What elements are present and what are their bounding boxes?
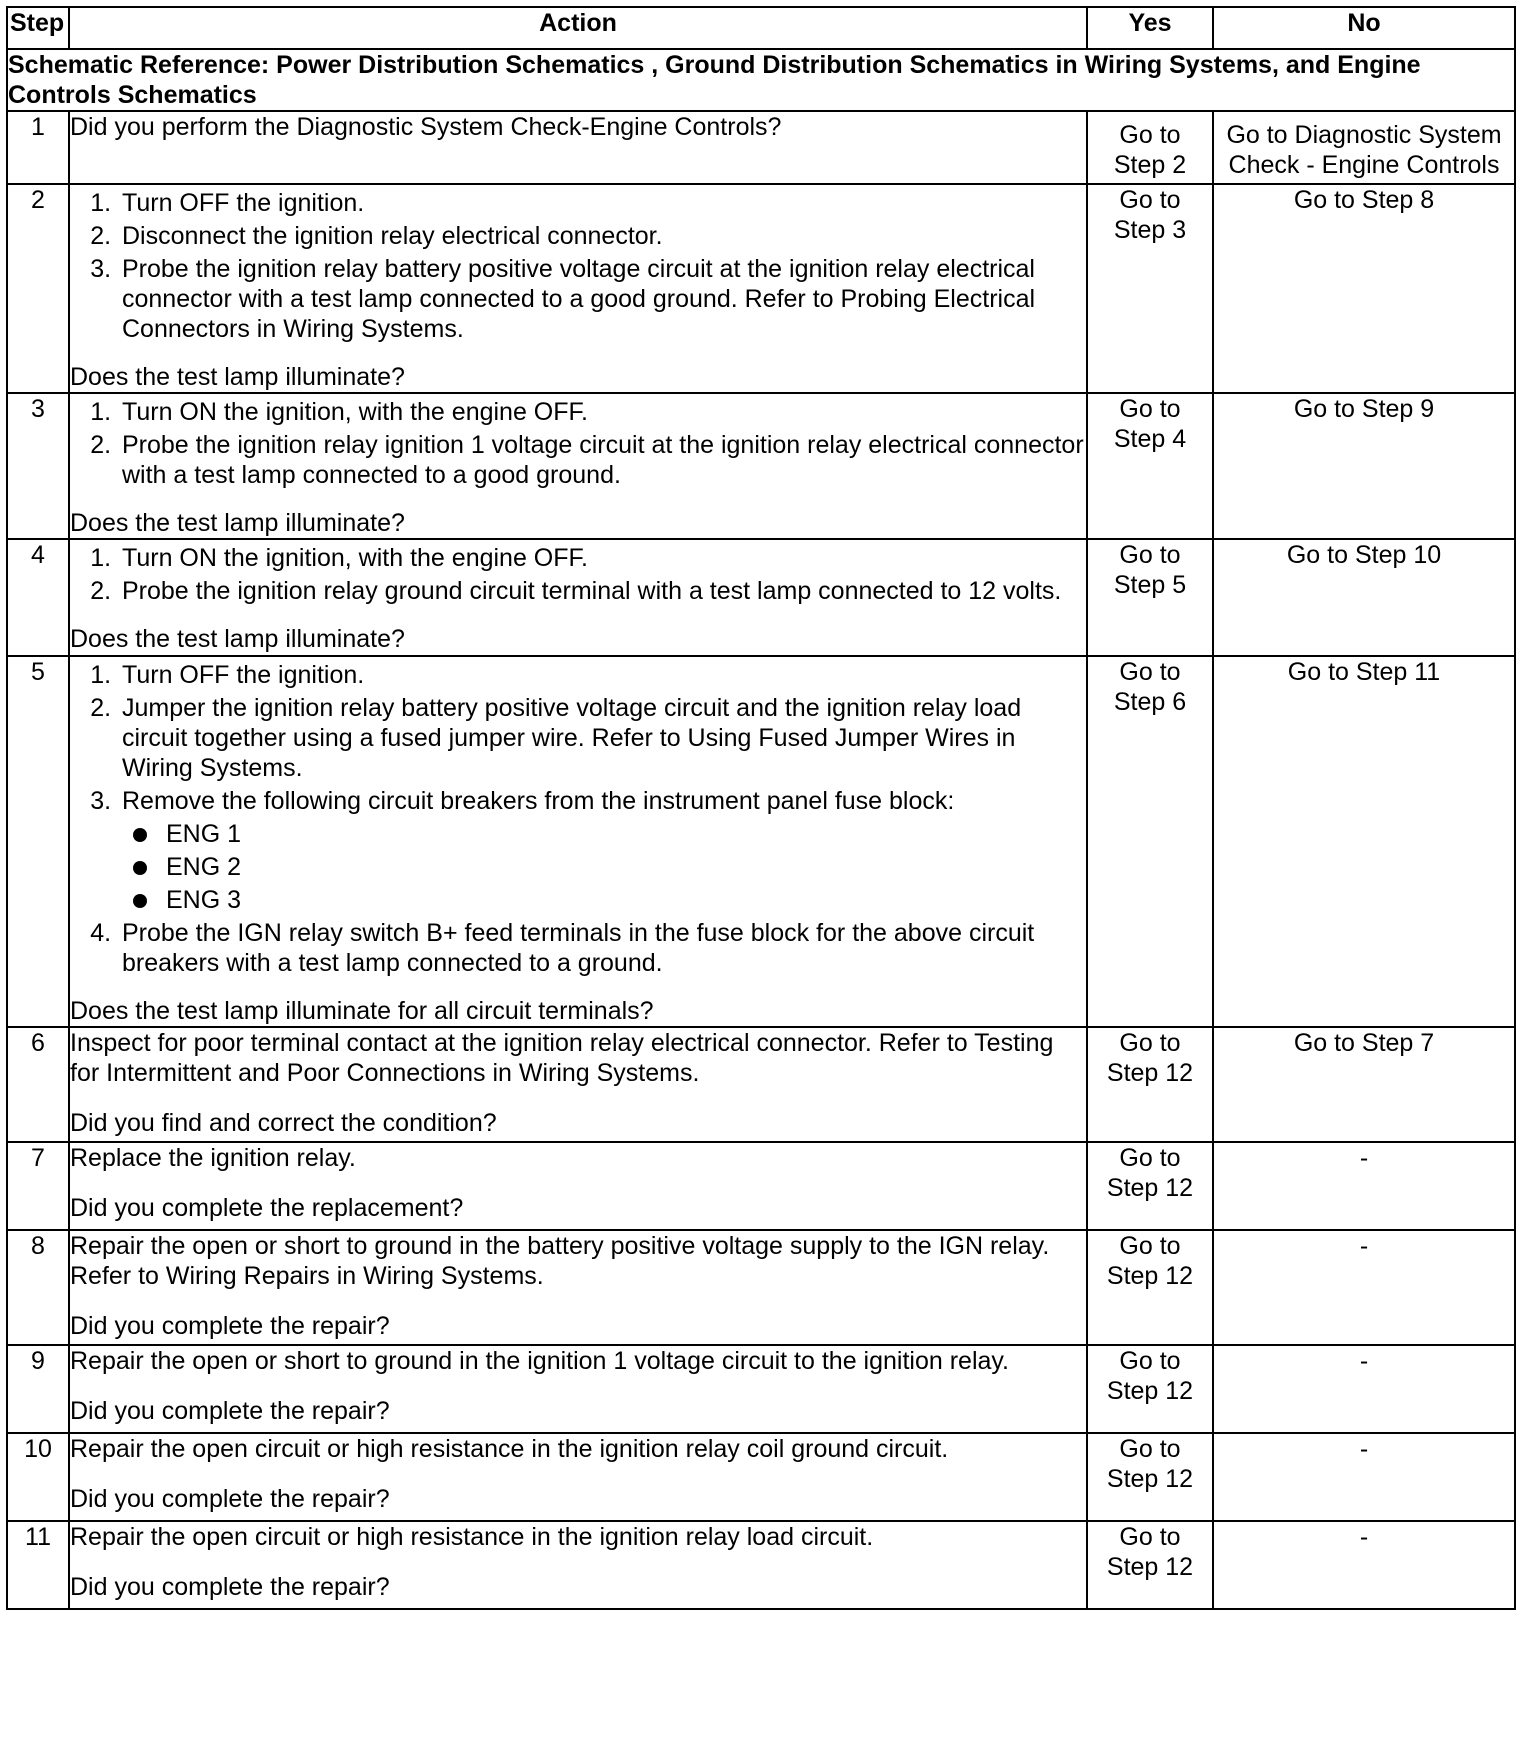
no-value: - (1359, 1232, 1369, 1260)
no-link[interactable]: Go to Step 8 (1293, 186, 1435, 214)
instruction-item: 2. Probe the ignition relay ground circuit terminal with a test lamp connected to 12 volts. (118, 576, 1086, 606)
table-row (7, 1345, 1515, 1433)
yes-cell (1087, 1027, 1213, 1142)
table-row (7, 1433, 1515, 1521)
schematic-reference-row (7, 49, 1515, 111)
yes-cell (1087, 1433, 1213, 1521)
no-cell (1213, 393, 1515, 539)
action-cell (69, 1142, 1087, 1230)
no-cell (1213, 1027, 1515, 1142)
question-text: Did you complete the repair? (70, 1485, 390, 1513)
no-cell (1213, 1433, 1515, 1521)
bullet-icon (133, 861, 147, 875)
instruction-item: 1. Turn OFF the ignition. (118, 660, 1086, 690)
question-text: Did you find and correct the condition? (70, 1109, 497, 1137)
bullet-icon (133, 894, 147, 908)
yes-cell (1087, 1521, 1213, 1609)
step-number: 4 (7, 539, 69, 656)
question-text: Did you complete the repair? (70, 1397, 390, 1425)
yes-link[interactable]: Go to Step 4 (1113, 395, 1187, 453)
step-number: 10 (7, 1433, 69, 1521)
step-number: 1 (7, 111, 69, 184)
diagnostic-table (6, 6, 1516, 1610)
question-text: Does the test lamp illuminate? (70, 509, 405, 537)
instruction-text: Remove the following circuit breakers from the instrument panel fuse block: (122, 787, 955, 815)
action-text: Repair the open circuit or high resistance in the ignition relay coil ground circuit. (70, 1435, 949, 1463)
no-cell (1213, 1142, 1515, 1230)
table-row (7, 656, 1515, 1027)
step-number: 3 (7, 393, 69, 539)
yes-link[interactable]: Go to Step 12 (1106, 1435, 1194, 1493)
yes-link[interactable]: Go to Step 12 (1106, 1347, 1194, 1405)
no-link[interactable]: Go to Step 9 (1293, 395, 1435, 423)
table-row (7, 184, 1515, 393)
breaker-label: ENG 2 (166, 853, 242, 881)
action-cell (69, 1345, 1087, 1433)
yes-link[interactable]: Go to Step 12 (1106, 1144, 1194, 1202)
breaker-label: ENG 3 (166, 886, 242, 914)
action-text: Repair the open circuit or high resistance in the ignition relay load circuit. (70, 1523, 874, 1551)
step-number: 7 (7, 1142, 69, 1230)
header-no: No (1213, 7, 1515, 49)
no-link[interactable]: Go to Step 7 (1293, 1029, 1435, 1057)
list-item (166, 852, 1086, 882)
schematic-reference: Schematic Reference: Power Distribution Schematics , Ground Distribution Schematics in Wiring Systems, and Engine Controls Schematics (7, 49, 1515, 111)
no-cell (1213, 656, 1515, 1027)
action-cell (69, 111, 1087, 184)
yes-link[interactable]: Go to Step 6 (1113, 658, 1187, 716)
question-text: Does the test lamp illuminate? (70, 363, 405, 391)
yes-cell (1087, 1142, 1213, 1230)
no-cell (1213, 184, 1515, 393)
instruction-list (70, 543, 1086, 606)
yes-link[interactable]: Go to Step 12 (1106, 1232, 1194, 1290)
question-text: Did you complete the repair? (70, 1573, 390, 1601)
no-value: - (1359, 1435, 1369, 1463)
step-number: 9 (7, 1345, 69, 1433)
question-text: Does the test lamp illuminate? (70, 625, 405, 653)
step-number: 5 (7, 656, 69, 1027)
action-cell (69, 184, 1087, 393)
breaker-label: ENG 1 (166, 820, 242, 848)
no-value: - (1359, 1523, 1369, 1551)
instruction-item: 1. Turn ON the ignition, with the engine OFF. (118, 543, 1086, 573)
step-number: 8 (7, 1230, 69, 1345)
no-cell (1213, 1521, 1515, 1609)
yes-cell (1087, 184, 1213, 393)
instruction-list (70, 188, 1086, 344)
action-cell (69, 1027, 1087, 1142)
no-cell (1213, 1230, 1515, 1345)
no-link[interactable]: Go to Step 11 (1287, 658, 1441, 686)
yes-link[interactable]: Go to Step 12 (1106, 1029, 1194, 1087)
action-cell (69, 393, 1087, 539)
instruction-item: 1. Turn ON the ignition, with the engine OFF. (118, 397, 1086, 427)
table-row (7, 393, 1515, 539)
yes-link[interactable]: Go to Step 5 (1113, 541, 1187, 599)
bullet-icon (133, 828, 147, 842)
question-text: Did you complete the replacement? (70, 1194, 464, 1222)
list-item (166, 885, 1086, 915)
instruction-item: 2. Disconnect the ignition relay electrical connector. (118, 221, 1086, 251)
no-link[interactable]: Go to Step 10 (1286, 541, 1442, 569)
instruction-item: 3. Probe the ignition relay battery positive voltage circuit at the ignition relay electrical connector with a test lamp connected to a good ground. Refer to Probing Electrical Connectors in Wiring Systems. (118, 254, 1086, 344)
action-cell (69, 539, 1087, 656)
instruction-item: 1. Turn OFF the ignition. (118, 188, 1086, 218)
step-number: 2 (7, 184, 69, 393)
action-cell (69, 1433, 1087, 1521)
yes-link[interactable]: Go to Step 3 (1113, 186, 1187, 244)
table-row (7, 1142, 1515, 1230)
yes-cell (1087, 393, 1213, 539)
yes-cell (1087, 1345, 1213, 1433)
action-cell (69, 1521, 1087, 1609)
action-cell (69, 656, 1087, 1027)
instruction-list (70, 660, 1086, 978)
table-row (7, 1230, 1515, 1345)
no-cell (1213, 539, 1515, 656)
no-value: - (1359, 1144, 1369, 1172)
question-text: Did you complete the repair? (70, 1312, 390, 1340)
yes-cell (1087, 1230, 1213, 1345)
question-text: Does the test lamp illuminate for all circuit terminals? (70, 997, 654, 1025)
instruction-item: 2. Probe the ignition relay ignition 1 voltage circuit at the ignition relay electrical connector with a test lamp connected to a good ground. (118, 430, 1086, 490)
table-row (7, 1027, 1515, 1142)
table-row (7, 539, 1515, 656)
yes-cell (1087, 656, 1213, 1027)
no-cell (1213, 1345, 1515, 1433)
action-cell (69, 1230, 1087, 1345)
step-number: 11 (7, 1521, 69, 1609)
action-text: Inspect for poor terminal contact at the ignition relay electrical connector. Refer to Testing for Intermittent and Poor Connections in Wiring Systems. (70, 1029, 1054, 1087)
action-text: Repair the open or short to ground in the ignition 1 voltage circuit to the ignition relay. (70, 1347, 1009, 1375)
list-item (166, 819, 1086, 849)
table-row (7, 1521, 1515, 1609)
table-row (7, 111, 1515, 184)
no-link[interactable]: Go to Diagnostic System Check - Engine Controls (1226, 121, 1502, 179)
yes-link[interactable]: Go to Step 12 (1106, 1523, 1194, 1581)
instruction-list (70, 397, 1086, 490)
no-value: - (1359, 1347, 1369, 1375)
header-yes: Yes (1087, 7, 1213, 49)
instruction-item: 4. Probe the IGN relay switch B+ feed terminals in the fuse block for the above circuit breakers with a test lamp connected to a ground. (118, 918, 1086, 978)
instruction-item: 2. Jumper the ignition relay battery positive voltage circuit and the ignition relay load circuit together using a fused jumper wire. Refer to Using Fused Jumper Wires in Wiring Systems. (118, 693, 1086, 783)
yes-cell (1087, 539, 1213, 656)
circuit-breaker-list (122, 819, 1086, 915)
yes-cell (1087, 111, 1213, 184)
yes-link[interactable]: Go to Step 2 (1113, 121, 1187, 179)
instruction-item (118, 786, 1086, 915)
header-row (7, 7, 1515, 49)
action-text: Repair the open or short to ground in the battery positive voltage supply to the IGN relay. Refer to Wiring Repairs in Wiring Systems. (70, 1232, 1050, 1290)
header-action: Action (69, 7, 1087, 49)
header-step: Step (7, 7, 69, 49)
action-text: Replace the ignition relay. (70, 1144, 356, 1172)
action-text: Did you perform the Diagnostic System Check-Engine Controls? (70, 113, 782, 141)
no-cell (1213, 111, 1515, 184)
step-number: 6 (7, 1027, 69, 1142)
